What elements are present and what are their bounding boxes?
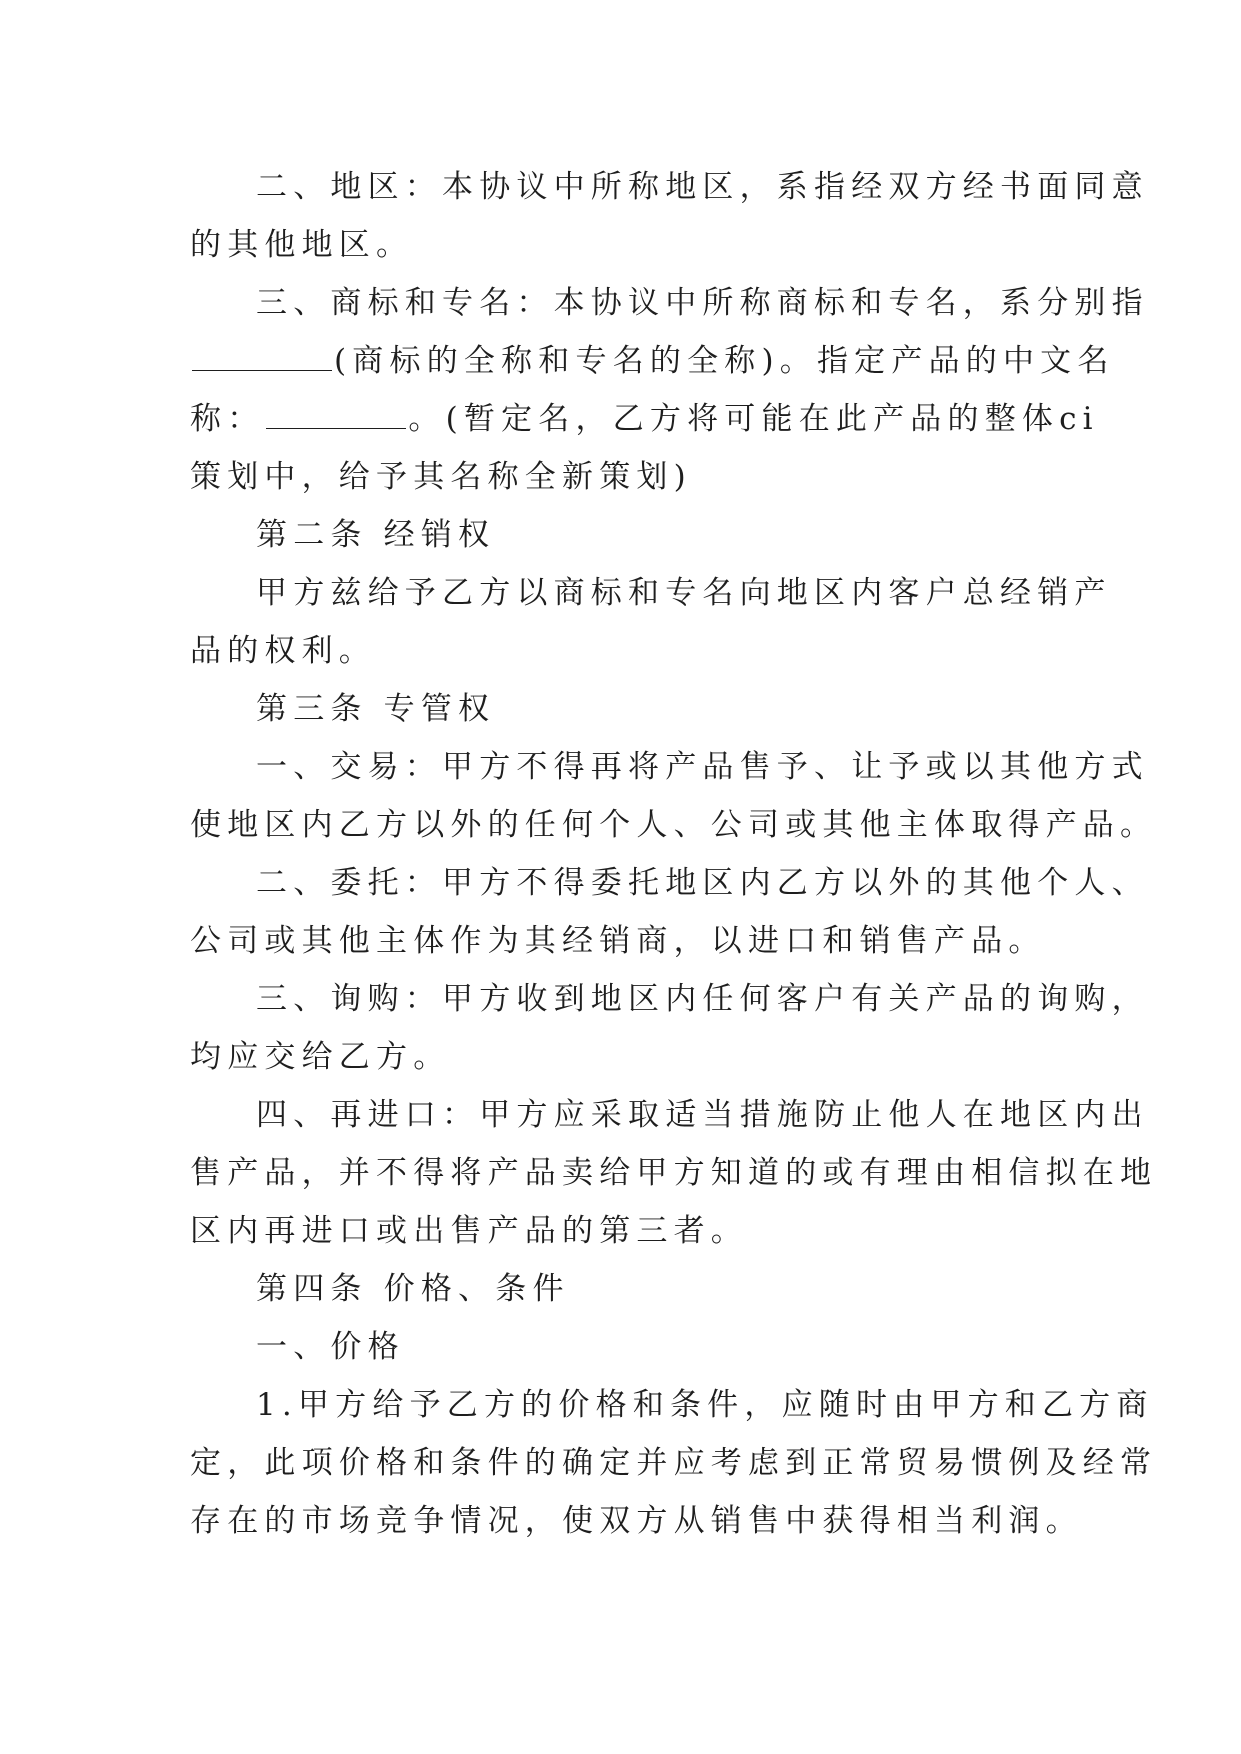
text-line: 使地区内乙方以外的任何个人、公司或其他主体取得产品。	[190, 807, 1158, 843]
text-line: 的其他地区。	[190, 227, 414, 263]
text-line	[190, 332, 1115, 390]
text-line	[190, 390, 1099, 448]
paragraph-entrust	[190, 854, 1149, 970]
section-heading	[190, 1318, 1050, 1376]
text-line: 定，此项价格和条件的确定并应考虑到正常贸易惯例及经常	[190, 1445, 1158, 1481]
text-line: 三、商标和专名：本协议中所称商标和专名，系分别指	[256, 285, 1149, 321]
text-line: 公司或其他主体作为其经销商，以进口和销售产品。	[190, 923, 1046, 959]
article-heading	[190, 680, 1050, 738]
text-line: 售产品，并不得将产品卖给甲方知道的或有理由相信拟在地	[190, 1155, 1158, 1191]
fill-in-blank	[266, 428, 406, 429]
paragraph-trade	[190, 738, 1158, 854]
heading-text: 一、价格	[256, 1329, 405, 1365]
text-line: 甲方兹给予乙方以商标和专名向地区内客户总经销产	[256, 575, 1112, 611]
text-line: 1.甲方给予乙方的价格和条件，应随时由甲方和乙方商	[256, 1387, 1154, 1423]
text-line: 策划中，给予其名称全新策划)	[190, 459, 692, 495]
fill-in-blank	[192, 370, 332, 371]
text-line: 区内再进口或出售产品的第三者。	[190, 1213, 748, 1249]
text-line: 一、交易：甲方不得再将产品售予、让予或以其他方式	[256, 749, 1149, 785]
text-line: 二、委托：甲方不得委托地区内乙方以外的其他个人、	[256, 865, 1149, 901]
paragraph-price	[190, 1376, 1158, 1550]
paragraph-distribution-right	[190, 564, 1112, 680]
heading-text: 第四条 价格、条件	[256, 1271, 570, 1307]
paragraph-inquiry	[190, 970, 1149, 1086]
article-heading	[190, 506, 1050, 564]
paragraph-trademark	[190, 274, 1149, 506]
text-line: 均应交给乙方。	[190, 1039, 451, 1075]
paragraph-region	[190, 158, 1149, 274]
heading-text: 第二条 经销权	[256, 517, 496, 553]
document-body	[190, 158, 1158, 1550]
text-segment: 。(暂定名，乙方将可能在此产品的整体ci	[408, 401, 1099, 437]
text-segment: 称：	[190, 401, 265, 437]
text-line: 存在的市场竞争情况，使双方从销售中获得相当利润。	[190, 1503, 1083, 1539]
text-segment: (商标的全称和专名的全称)。指定产品的中文名	[334, 343, 1115, 379]
heading-text: 第三条 专管权	[256, 691, 496, 727]
text-line: 三、询购：甲方收到地区内任何客户有关产品的询购，	[256, 981, 1149, 1017]
text-line: 二、地区：本协议中所称地区，系指经双方经书面同意	[256, 169, 1149, 205]
article-heading	[190, 1260, 1050, 1318]
text-line: 四、再进口：甲方应采取适当措施防止他人在地区内出	[256, 1097, 1149, 1133]
paragraph-reimport	[190, 1086, 1158, 1260]
text-line: 品的权利。	[190, 633, 376, 669]
